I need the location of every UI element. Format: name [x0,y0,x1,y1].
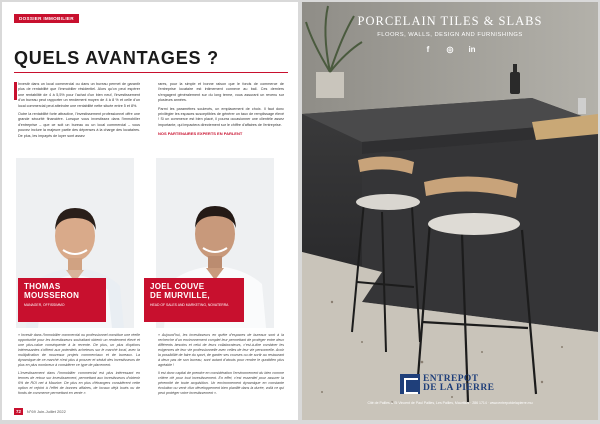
social-links [302,45,598,54]
body-paragraph: Investir dans un local commercial ou dans un bureau permet de garantir plus de rentabilité que l'immobilier résidentiel. Alors qu'on peut espérer une rentabilité de 4 à 5,5% pour l'achat d'un bien neuf, l'investissement d'un bureau peut rapporter un rendement moyen de 4 à 8 % et celle d'un local commercial peut atteindre une rentabilité nette située entre 5 et 8%. [18,82,140,108]
name-card-thomas [18,278,106,322]
title-divider [14,72,288,73]
ad-headline: PORCELAIN TILES & SLABS [357,14,543,28]
brand-logo [400,374,494,394]
ad-contact-line: Cité de Pailles & St Vincent de Paul Pailles, Les Pailles, Mauritius · 286 1714 · www.entrepotdelapierre.mu [367,401,533,405]
body-column-left [18,82,140,142]
linkedin-icon[interactable]: in [468,45,476,54]
article-title: QUELS AVANTAGES ? [14,48,219,68]
body-paragraph: rares, pour la simple et bonne raison que le fonds de commerce de l'entreprise locataire est intimement connexe au bail. Ces derniers s'engagent généralement sur du long terme, vous assurant un revenu sur plusieurs années. [158,82,284,103]
name-card-joel [144,278,244,322]
facebook-icon[interactable]: f [426,45,430,54]
partners-heading: NOS PARTENAIRES EXPERTS EN PARLENT [158,131,243,137]
kitchen-scene-image [302,2,598,420]
person-role: MANAGER, OFFISSIMMO [24,303,65,308]
logo-mark-icon [400,374,420,394]
section-tag: DOSSIER IMMOBILIER [14,14,79,23]
left-page [2,2,298,420]
issue-label: N°69 Juin-Juillet 2022 [26,409,66,414]
instagram-icon[interactable]: ◎ [446,45,454,54]
person-name: JOEL COUVE DE MURVILLE, [150,282,210,300]
body-paragraph: Outre la rentabilité forte attractive, l'investissement professionnel offre une grande sécurité financière. Lorsque vous investissez dans l'immobilier d'entreprise – que ce soit un bureau ou un local commercial – vous pouvez inclure la majeure partie des dépenses à la charge des locataires. De plus, les impayés de loyer sont assez [18,112,140,138]
brand-name: ENTREPOT DE LA PIERRE [423,374,495,393]
advertisement-page [302,2,598,420]
body-column-right [158,82,284,140]
person-name: THOMAS MOUSSERON [24,282,80,300]
quote-thomas: « Investir dans l'immobilier commercial ou professionnel constitue une réelle opportunité pour les investisseurs souhaitant obtenir un rendement élevé et une plus-value conséquente à la revente. De plus, un plus d'options intéressantes s'offrent aux potentiels acheteurs sur le marché local, avec la multiplication de nouveaux projets commerciaux et de bureaux. La dynamique de ce marché n'est plus à prouver et séduit des investisseurs de plus en plus nombreux à considérer ce type de placement. L'investissement dans l'immobilier commercial est plus intéressant en termes de retour sur investissement, permettant aux investisseurs d'obtenir 6% de ROI net à Maurice. De plus en plus d'étrangers considèrent cette option et rejoint à l'effet de bonnes affaires, de locaux déjà loués ou de fonds de commerce permettant en vente ». [18,333,140,395]
person-role: HEAD OF SALES AND MARKETING, NOVATERRA [150,303,229,308]
page-footer [14,408,66,415]
body-paragraph: Parmi les paramètres soulevés, un emplacement de choix. Il faut donc privilégier les espaces susceptibles de générer un taux de remplissage élevé ! Si un commerce est bien placé, il pourra occasionner une clientèle assez importante, qui impactera directement sur le chiffre d'affaires de l'entreprise. [158,106,284,127]
page-number: 72 [16,409,21,414]
ad-subheadline: FLOORS, WALLS, DESIGN AND FURNISHINGS [377,32,523,38]
quote-joel: « Aujourd'hui, les investisseurs en quête d'espaces de bureaux sont à la recherche d'un environnement complet leur permettant de protéger entre deux différents besoins et celui de leurs collaborateurs, c'est-à-dire combiner les exigences de leur vie professionnelle avec celles de leur vie personnelle. Avoir la possibilité de faire du sport, de garder ses courses ou de sortir au restaurant à deux pas de son bureau, sont autant d'atouts pour rendre le quotidien plus agréable ! Il est donc capital de prendre en considération l'environnement du bien comme critère clé pour tout investissement. En effet, c'est essentiel pour assurer la pérennité de toute acquisition. Un environnement dynamique en constante évolution ou venir d'un développement bien planifié dans la durée, voilà ce qui peut protéger votre investissement ». [158,333,284,395]
accent-bar [14,82,17,100]
